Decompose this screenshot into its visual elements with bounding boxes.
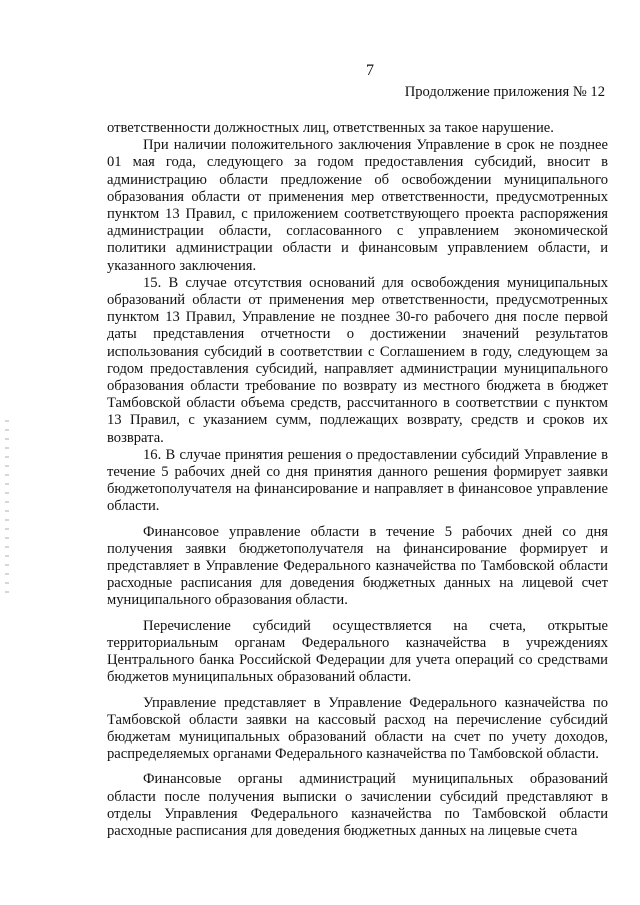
paragraph: Финансовые органы администраций муниципальных образований области после получения выписки о зачислении субсидий представляют в отделы Управления Федерального казначейства по Тамбовской области расходные расписания для доведения бюджетных данных на лицевые счета xyxy=(107,771,608,839)
paragraph: 15. В случае отсутствия оснований для освобождения муниципальных образований области от применения мер ответственности, предусмотренных пунктом 13 Правил, Управление не позднее 30-го рабочего дня после первой даты представления отчетности о достижении значений результатов использования субсидий в соответствии с Соглашением в году, следующем за годом предоставления субсидий, направляет администрации муниципального образования области требование по возврату из местного бюджета в бюджет Тамбовской области объема средств, рассчитанного в соответствии с пунктом 13 Правил, с указанием сумм, подлежащих возврату, средств и сроков их возврата. xyxy=(107,274,608,446)
page-number: 7 xyxy=(366,62,374,79)
paragraph: Финансовое управление области в течение 5 рабочих дней со дня получения заявки бюджетополучателя на финансирование формирует и представляет в Управление Федерального казначейства по Тамбовской области расходные расписания для доведения бюджетных данных на лицевой счет муниципального образования области. xyxy=(107,523,608,609)
paragraph: 16. В случае принятия решения о предоставлении субсидий Управление в течение 5 рабочих дней со дня принятия данного решения формирует заявки бюджетополучателя на финансирование и направляет в финансовое управление области. xyxy=(107,446,608,515)
appendix-continuation-label: Продолжение приложения № 12 xyxy=(404,84,605,100)
scan-margin-marks xyxy=(5,420,9,600)
paragraph: При наличии положительного заключения Управление в срок не позднее 01 мая года, следующего за годом предоставления субсидий, вносит в администрацию области предложение об освобождении муниципального образования области от применения мер ответственности, предусмотренных пунктом 13 Правил, с приложением соответствующего проекта распоряжения администрации области, согласованного с управлением экономической политики администрации области и финансовым управлением области, и указанного заключения. xyxy=(107,137,608,274)
paragraph: Перечисление субсидий осуществляется на счета, открытые территориальным органам Федерального казначейства в учреждениях Центрального банка Российской Федерации для учета операций со средствами бюджетов муниципальных образований области. xyxy=(107,617,608,686)
paragraph: Управление представляет в Управление Федерального казначейства по Тамбовской области заявки на кассовый расход на перечисление субсидий бюджетам муниципальных образований области на счет по учету доходов, распределяемых органами Федерального казначейства по Тамбовской области. xyxy=(107,694,608,763)
document-body xyxy=(107,120,608,840)
paragraph: ответственности должностных лиц, ответственных за такое нарушение. xyxy=(107,120,554,136)
